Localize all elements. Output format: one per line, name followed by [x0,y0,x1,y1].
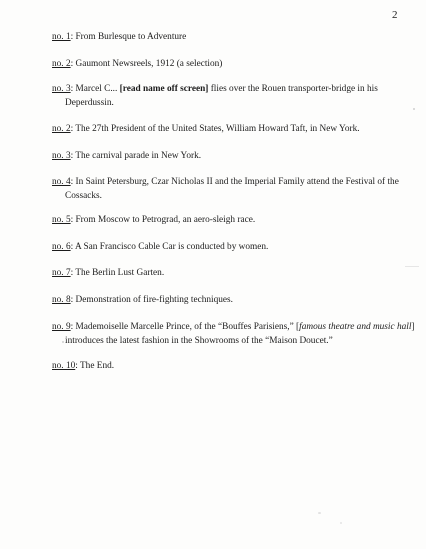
list-item [52,122,398,136]
entry-bold-note: [read name off screen] [119,84,209,94]
entry-number: no. 7 [52,268,71,278]
list-item [52,240,398,254]
list-item [52,213,398,227]
entry-text: flies over the Rouen transporter-bridge in his [208,84,378,94]
entry-text: : Gaumont Newsreels, 1912 (a selection) [70,59,223,69]
scan-smudge [405,266,419,267]
entry-text: : Mademoiselle Marcelle Prince, of the “Bouffes Parisiens,” [ [70,322,300,332]
entry-number: no. 2 [52,59,71,69]
entry-number: no. 2 [52,124,71,134]
list-item [52,359,398,373]
list-item [52,149,398,163]
entry-text: : A San Francisco Cable Car is conducted by women. [70,242,269,252]
scan-speck [318,512,321,514]
entry-text: : The Berlin Lust Garten. [70,268,165,278]
entry-number: no. 3 [52,84,71,94]
list-item [52,266,398,280]
entry-number: no. 8 [52,295,71,305]
entry-text: ] [411,322,415,332]
entry-continuation: Cossacks. [65,191,102,201]
entry-text: : The carnival parade in New York. [70,151,202,161]
scan-speck [413,108,415,110]
list-item [52,30,398,44]
list-item [52,293,398,307]
entry-number: no. 9 [52,322,71,332]
entry-number: no. 3 [52,151,71,161]
entry-number: no. 10 [52,361,76,371]
list-item [52,82,398,110]
entry-number: no. 6 [52,242,71,252]
entry-number: no. 4 [52,177,71,187]
entry-continuation: introduces the latest fashion in the Showrooms of the “Maison Doucet.” [65,336,333,346]
entry-text: : In Saint Petersburg, Czar Nicholas II and the Imperial Family attend the Festival of the [70,177,399,187]
entry-number: no. 5 [52,215,71,225]
list-item [52,320,415,348]
entry-text: : The 27th President of the United States, William Howard Taft, in New York. [70,124,360,134]
entry-number: no. 1 [52,32,71,42]
scan-speck [62,341,64,343]
entry-text: : Demonstration of fire-fighting techniques. [70,295,233,305]
entry-text: : Marcel C... [70,84,120,94]
list-item [52,57,398,71]
page-number: 2 [392,9,398,21]
entry-text: : The End. [75,361,115,371]
scan-speck [340,522,342,524]
entry-italic-note: famous theatre and music hall [299,322,412,332]
list-item [52,175,398,203]
entry-text: : From Burlesque to Adventure [70,32,187,42]
entry-continuation: Deperdussin. [65,98,114,108]
entry-text: : From Moscow to Petrograd, an aero-sleigh race. [70,215,256,225]
